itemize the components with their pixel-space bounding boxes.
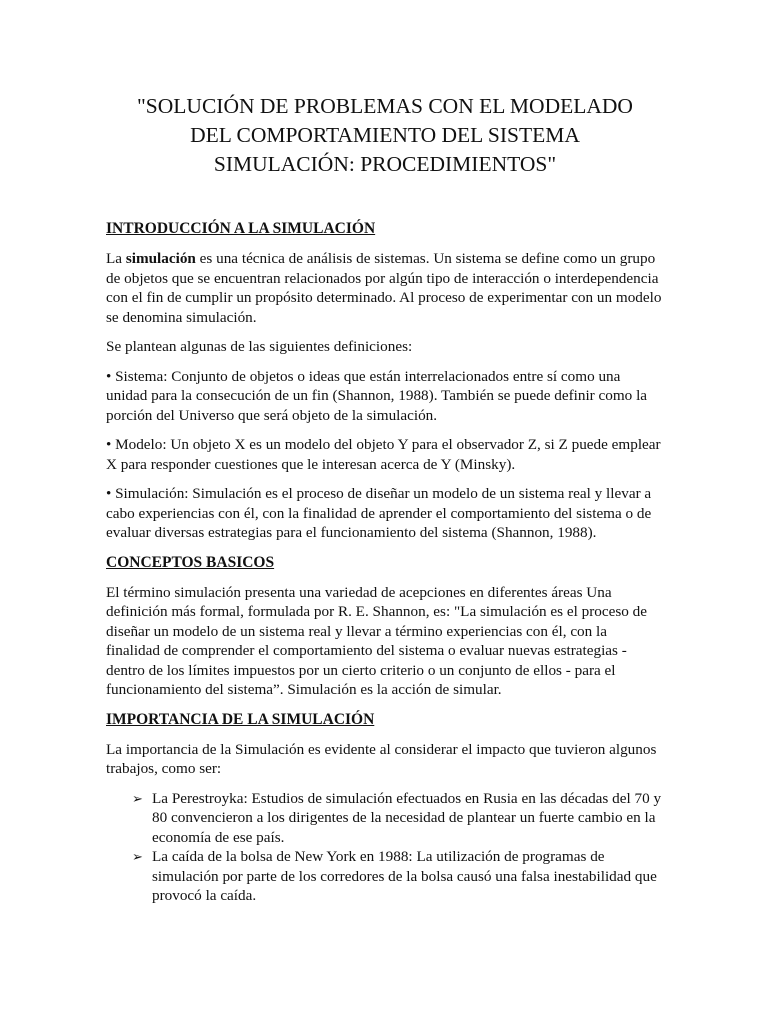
arrow-bullet-icon: ➢ [132, 849, 143, 864]
title-line-3: SIMULACIÓN: PROCEDIMIENTOS" [213, 152, 557, 176]
list-item [132, 789, 664, 848]
intro-paragraph [106, 249, 664, 327]
document-title [106, 92, 664, 179]
list-item-text: La caída de la bolsa de New York en 1988: La utilización de programas de simulación por parte de los corredores de la bolsa causó una falsa inestabilidad que provocó la caída. [152, 848, 657, 904]
definitions-lead: Se plantean algunas de las siguientes definiciones: [106, 338, 413, 355]
importancia-list [106, 789, 664, 906]
intro-pre: La [106, 250, 126, 267]
definition-modelo: • Modelo: Un objeto X es un modelo del objeto Y para el observador Z, si Z puede emplear X para responder cuestiones que le interesan acerca de Y (Minsky). [106, 436, 661, 473]
list-item-text: La Perestroyka: Estudios de simulación efectuados en Rusia en las décadas del 70 y 80 convencieron a los dirigentes de la necesidad de plantear un fuerte cambio en la economía de ese país. [152, 789, 662, 846]
heading-conceptos: CONCEPTOS BASICOS [106, 553, 275, 571]
title-line-2: DEL COMPORTAMIENTO DEL SISTEMA [190, 123, 580, 147]
title-line-1: "SOLUCIÓN DE PROBLEMAS CON EL MODELADO [137, 94, 633, 118]
list-item [132, 847, 664, 906]
conceptos-paragraph: El término simulación presenta una variedad de acepciones en diferentes áreas Una definición más formal, formulada por R. E. Shannon, es: "La simulación es el proceso de diseñar un modelo de un sistema real y llevar a término experiencias con él, con la finalidad de comprender el comportamiento del sistema o evaluar nuevas estrategias -dentro de los límites impuestos por un cierto criterio o un conjunto de ellos - para el funcionamiento del sistema”. Simulación es la acción de simular. [106, 583, 647, 698]
heading-importancia: IMPORTANCIA DE LA SIMULACIÓN [106, 710, 375, 728]
arrow-bullet-icon: ➢ [132, 790, 143, 806]
heading-introduccion: INTRODUCCIÓN A LA SIMULACIÓN [106, 220, 376, 237]
importancia-paragraph: La importancia de la Simulación es evidente al considerar el impacto que tuvieron algunos trabajos, como ser: [106, 740, 657, 777]
definition-sistema: • Sistema: Conjunto de objetos o ideas que están interrelacionados entre sí como una unidad para la consecución de un fin (Shannon, 1988). También se puede definir como la porción del Universo que será objeto de la simulación. [106, 367, 648, 424]
intro-post: es una técnica de análisis de sistemas. Un sistema se define como un grupo de objetos que se encuentran relacionados por algún tipo de interacción o interdependencia con el fin de cumplir un propósito determinado. Al proceso de experimentar con un modelo se denomina simulación. [106, 250, 662, 326]
intro-bold-term: simulación [125, 250, 196, 267]
definition-simulacion: • Simulación: Simulación es el proceso de diseñar un modelo de un sistema real y llevar a cabo experiencias con él, con la finalidad de aprender el comportamiento del sistema o de evaluar diversas estrategias para el funcionamiento del sistema (Shannon, 1988). [106, 485, 652, 541]
